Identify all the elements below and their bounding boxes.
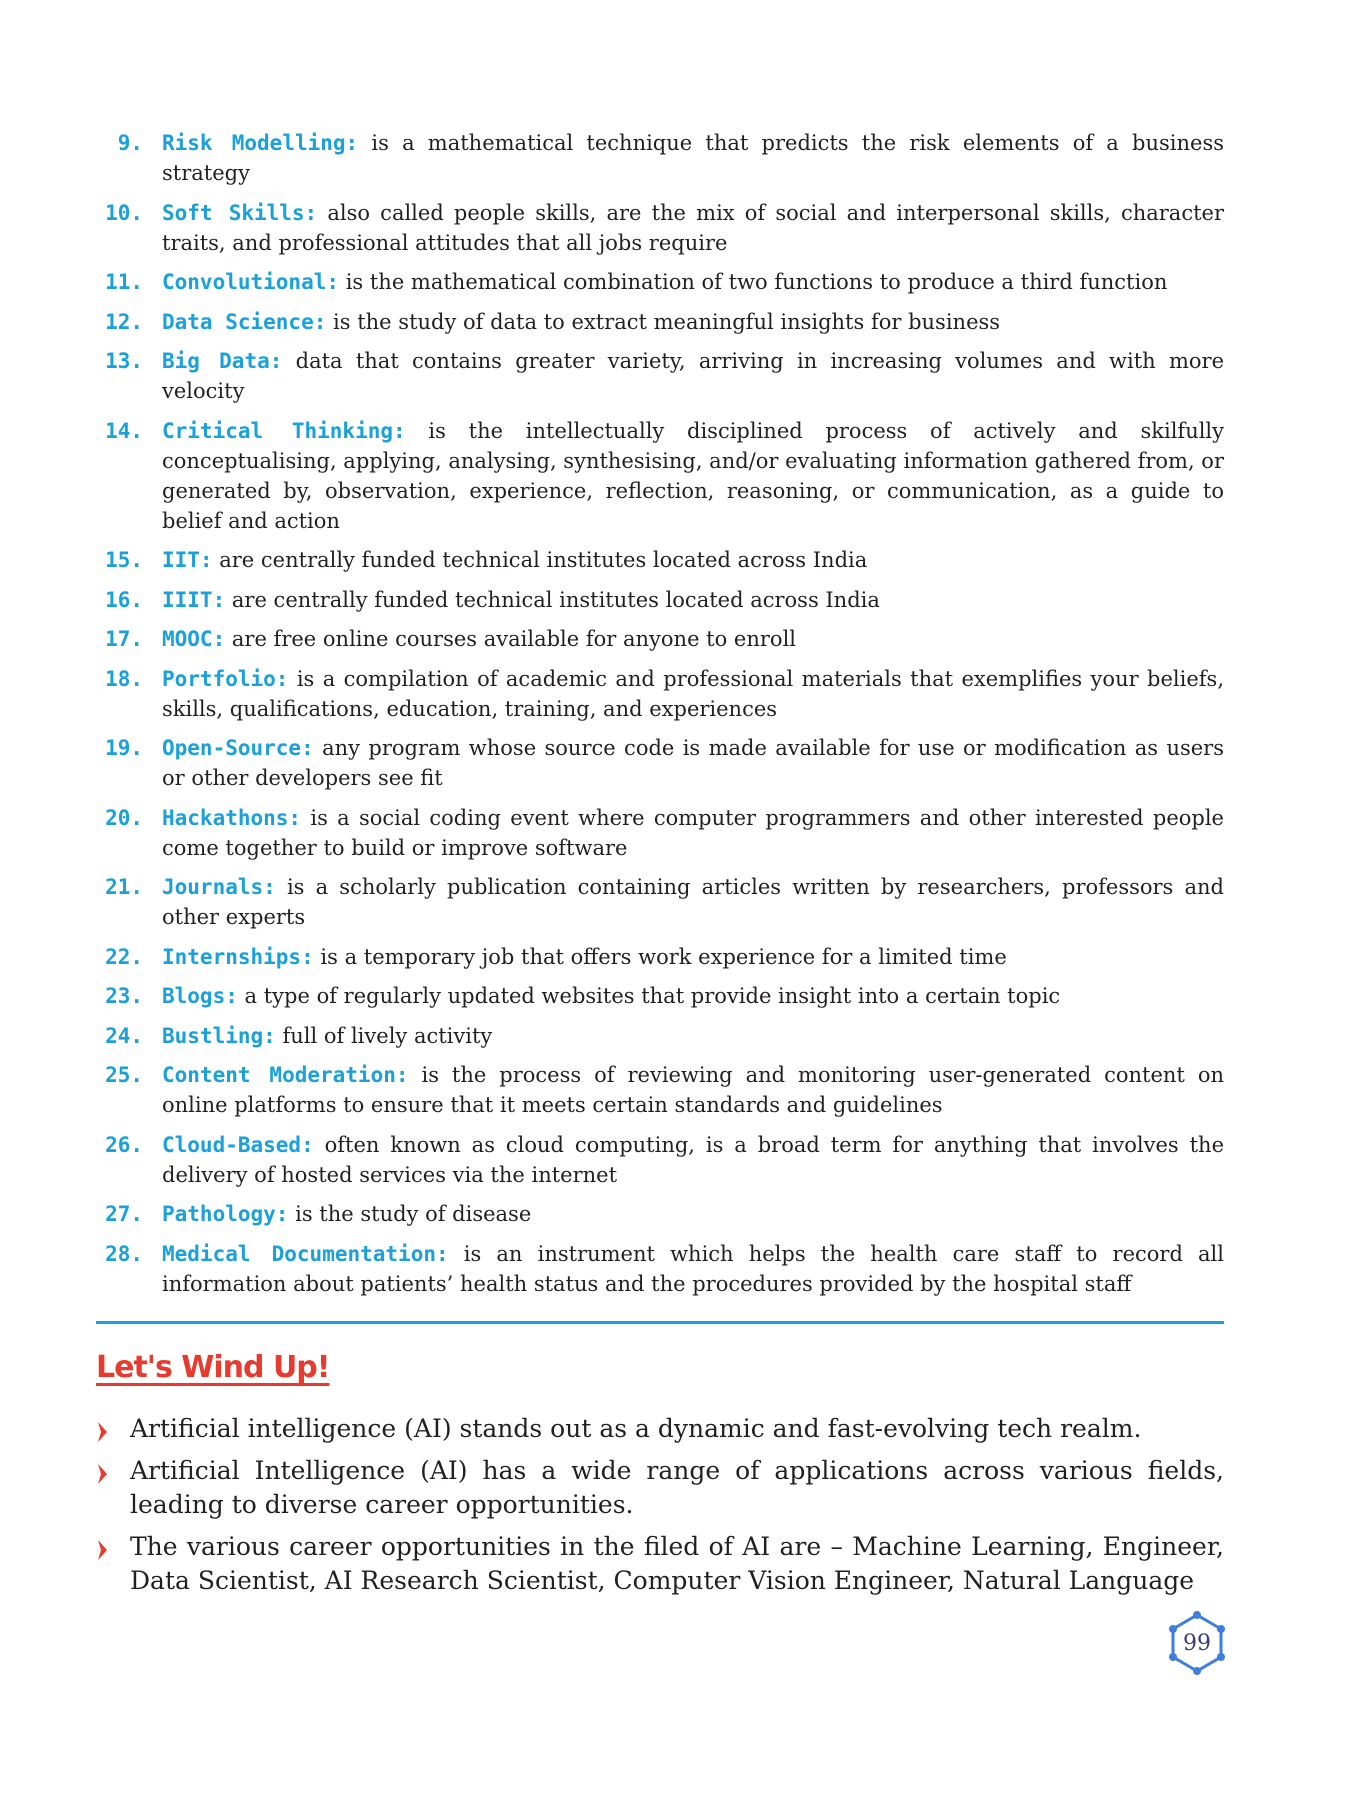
item-text xyxy=(162,1199,1224,1229)
glossary-item xyxy=(94,1199,1224,1229)
item-definition: any program whose source code is made available for use or modification as users or other developers see fit xyxy=(162,736,1224,790)
item-text xyxy=(162,1239,1224,1299)
item-definition: are centrally funded technical institutes located across India xyxy=(212,548,868,572)
item-number: 25. xyxy=(105,1063,143,1087)
item-definition: are centrally funded technical institutes located across India xyxy=(225,587,880,612)
item-text xyxy=(162,416,1224,536)
item-term: Medical Documentation: xyxy=(162,1241,449,1266)
item-definition: is the intellectually disciplined process of actively and skilfully conceptualising, applying, analysing, synthesising, and/or evaluating information gathered from, or generated by, observation, experience, reflection, reasoning, or communication, as a guide to belief and action xyxy=(162,418,1225,533)
item-number: 17. xyxy=(105,627,143,651)
item-text xyxy=(162,1021,1224,1051)
item-definition: is a compilation of academic and professional materials that exemplifies your beliefs, skills, qualifications, education, training, and experiences xyxy=(162,666,1224,721)
item-number: 13. xyxy=(105,349,143,373)
item-text xyxy=(162,1060,1224,1120)
item-term: Blogs: xyxy=(162,984,238,1008)
item-term: IIT: xyxy=(162,548,213,572)
item-definition: are free online courses available for anyone to enroll xyxy=(225,627,797,651)
item-term: IIIT: xyxy=(162,587,226,612)
item-number: 28. xyxy=(105,1241,143,1266)
item-text xyxy=(162,128,1224,188)
item-number: 24. xyxy=(105,1023,143,1048)
section-heading: Let's Wind Up! xyxy=(96,1350,330,1385)
item-text xyxy=(162,664,1224,724)
item-definition: is an instrument which helps the health care staff to record all information about patients’ health status and the procedures provided by the hospital staff xyxy=(162,1241,1224,1296)
glossary-item xyxy=(94,128,1224,188)
item-definition: is the study of data to extract meaningful insights for business xyxy=(326,309,1001,334)
item-definition: often known as cloud computing, is a broad term for anything that involves the delivery of hosted services via the internet xyxy=(162,1132,1224,1187)
item-text xyxy=(162,198,1224,258)
item-term: Critical Thinking: xyxy=(162,418,406,443)
item-definition: is a temporary job that offers work experience for a limited time xyxy=(313,944,1007,969)
glossary-item xyxy=(94,733,1224,793)
item-text xyxy=(162,267,1224,297)
item-definition: data that contains greater variety, arriving in increasing volumes and with more velocity xyxy=(162,349,1225,403)
glossary-list xyxy=(94,128,1224,1308)
item-number: 11. xyxy=(105,270,143,294)
summary-list xyxy=(96,1412,1224,1606)
glossary-item xyxy=(94,267,1224,297)
item-text xyxy=(162,346,1224,406)
glossary-item xyxy=(94,664,1224,724)
glossary-item xyxy=(94,1239,1224,1299)
item-definition: a type of regularly updated websites that provide insight into a certain topic xyxy=(237,984,1061,1008)
page-number-badge xyxy=(1166,1610,1228,1676)
page-number: 99 xyxy=(1183,1630,1211,1656)
glossary-item xyxy=(94,1021,1224,1051)
item-term: Portfolio: xyxy=(162,666,289,691)
item-term: Pathology: xyxy=(162,1202,289,1226)
item-number: 10. xyxy=(105,200,143,225)
item-term: Big Data: xyxy=(162,349,283,373)
item-term: Data Science: xyxy=(162,309,327,334)
item-term: Bustling: xyxy=(162,1023,276,1048)
item-number: 15. xyxy=(105,548,143,572)
item-definition: full of lively activity xyxy=(275,1023,493,1048)
section-divider xyxy=(96,1321,1224,1324)
summary-text: Artificial intelligence (AI) stands out as a dynamic and fast-evolving tech realm. xyxy=(130,1414,1142,1443)
glossary-item xyxy=(94,872,1224,932)
item-text xyxy=(162,307,1224,337)
arrow-bullet-icon xyxy=(96,1530,130,1564)
item-number: 23. xyxy=(105,984,143,1008)
item-text xyxy=(162,733,1224,793)
glossary-item xyxy=(94,198,1224,258)
item-number: 18. xyxy=(105,666,143,691)
item-number: 19. xyxy=(105,736,143,760)
item-number: 27. xyxy=(105,1202,143,1226)
item-definition: is the process of reviewing and monitoring user-generated content on online platforms to ensure that it meets certain standards and guidelines xyxy=(162,1063,1224,1117)
item-number: 16. xyxy=(105,587,143,612)
item-text xyxy=(162,872,1224,932)
summary-text: Artificial Intelligence (AI) has a wide range of applications across various fields, leading to diverse career opportunities. xyxy=(130,1456,1224,1519)
item-number: 22. xyxy=(105,944,143,969)
glossary-item xyxy=(94,624,1224,654)
item-term: Soft Skills: xyxy=(162,200,318,225)
item-number: 26. xyxy=(105,1132,143,1157)
item-text xyxy=(162,1130,1224,1190)
item-term: Journals: xyxy=(162,875,276,899)
glossary-item xyxy=(94,416,1224,536)
item-term: Risk Modelling: xyxy=(162,131,359,155)
item-definition: is the mathematical combination of two functions to produce a third function xyxy=(339,270,1168,294)
glossary-item xyxy=(94,803,1224,863)
item-text xyxy=(162,803,1224,863)
item-term: Content Moderation: xyxy=(162,1063,409,1087)
glossary-item xyxy=(94,307,1224,337)
item-number: 14. xyxy=(105,418,143,443)
item-definition: is a mathematical technique that predicts the risk elements of a business strategy xyxy=(162,131,1224,185)
item-definition: is a social coding event where computer programmers and other interested people come together to build or improve software xyxy=(162,805,1224,860)
item-number: 12. xyxy=(105,309,143,334)
glossary-item xyxy=(94,545,1224,575)
summary-item xyxy=(96,1530,1224,1598)
arrow-bullet-icon xyxy=(96,1454,130,1488)
item-term: Internships: xyxy=(162,944,314,969)
summary-text: The various career opportunities in the filed of AI are – Machine Learning, Engineer, Data Scientist, AI Research Scientist, Computer Vision Engineer, Natural Language xyxy=(130,1532,1224,1595)
item-text xyxy=(162,585,1224,615)
item-term: Open-Source: xyxy=(162,736,314,760)
item-term: Convolutional: xyxy=(162,270,340,294)
item-term: MOOC: xyxy=(162,627,226,651)
item-term: Cloud-Based: xyxy=(162,1132,314,1157)
arrow-bullet-icon xyxy=(96,1412,130,1446)
item-text xyxy=(162,981,1224,1011)
glossary-item xyxy=(94,585,1224,615)
item-text xyxy=(162,942,1224,972)
glossary-item xyxy=(94,346,1224,406)
item-term: Hackathons: xyxy=(162,805,302,830)
item-text xyxy=(162,624,1224,654)
glossary-item xyxy=(94,942,1224,972)
glossary-item xyxy=(94,1130,1224,1190)
summary-item xyxy=(96,1412,1224,1446)
glossary-item xyxy=(94,1060,1224,1120)
item-definition: also called people skills, are the mix of social and interpersonal skills, character traits, and professional attitudes that all jobs require xyxy=(162,200,1224,255)
item-number: 20. xyxy=(105,805,143,830)
item-text xyxy=(162,545,1224,575)
item-number: 21. xyxy=(105,875,143,899)
item-definition: is a scholarly publication containing articles written by researchers, professors and other experts xyxy=(162,875,1224,929)
glossary-item xyxy=(94,981,1224,1011)
item-definition: is the study of disease xyxy=(288,1202,532,1226)
item-number: 9. xyxy=(117,131,143,155)
summary-item xyxy=(96,1454,1224,1522)
